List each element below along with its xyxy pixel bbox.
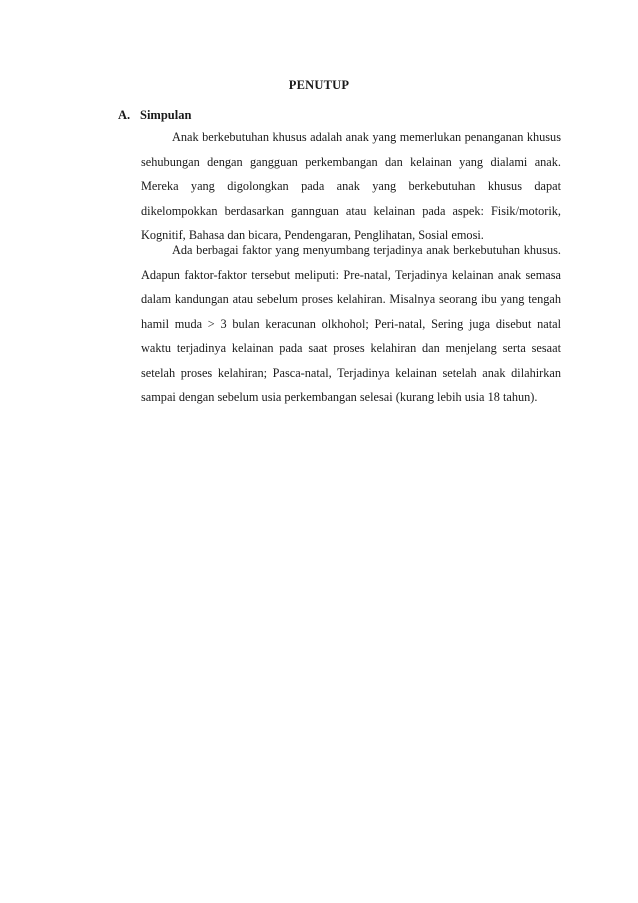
section-number: A. — [118, 108, 131, 122]
paragraph-2: Ada berbagai faktor yang menyumbang terjadinya anak berkebutuhan khusus. Adapun faktor-faktor tersebut meliputi: Pre-natal, Terjadinya kelainan anak semasa dalam kandungan atau sebelum proses kelahiran. Misalnya seorang ibu yang tengah hamil muda > 3 bulan keracunan olkhohol; Peri-natal, Sering juga disebut natal waktu terjadinya kelainan pada saat proses kelahiran dan menjelang serta sesaat setelah proses kelahiran; Pasca-natal, Terjadinya kelainan setelah anak dilahirkan sampai dengan sebelum usia perkembangan selesai (kurang lebih usia 18 tahun). — [141, 243, 561, 404]
paragraph-1: Anak berkebutuhan khusus adalah anak yang memerlukan penanganan khusus sehubungan dengan gangguan perkembangan dan kelainan yang dialami anak. Mereka yang digolongkan pada anak yang berkebutuhan khusus dapat dikelompokkan berdasarkan gannguan atau kelainan pada aspek: Fisik/motorik, Kognitif, Bahasa dan bicara, Pendengaran, Penglihatan, Sosial emosi. — [141, 130, 561, 242]
page-title: PENUTUP — [288, 78, 350, 92]
section-heading — [118, 108, 191, 123]
section-title: Simpulan — [140, 108, 192, 122]
